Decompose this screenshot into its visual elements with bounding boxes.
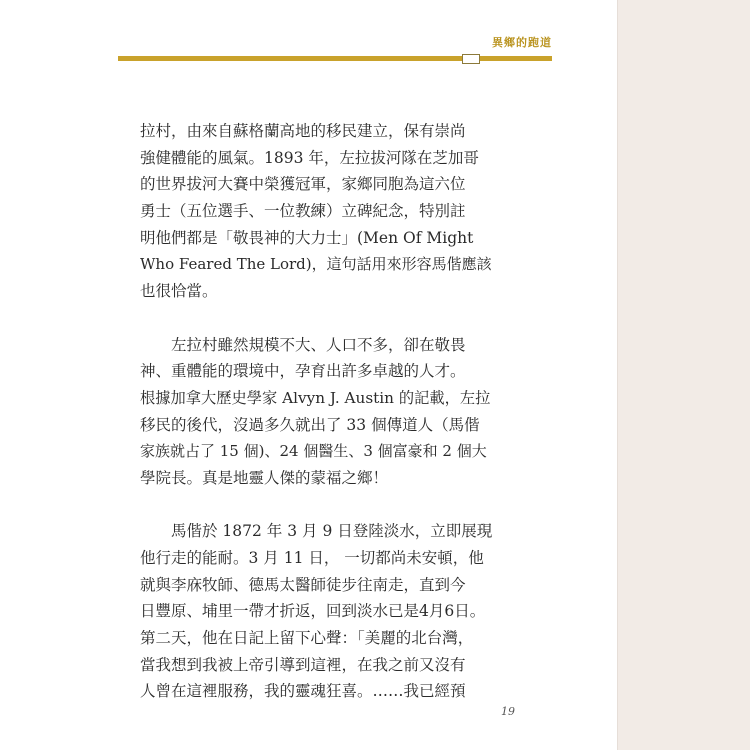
page-number: 19 xyxy=(501,705,515,718)
text-line: 的世界拔河大賽中榮獲冠軍，家鄉同胞為這六位 xyxy=(140,175,466,194)
header-rule xyxy=(118,56,552,61)
text-line: 明他們都是「敬畏神的大力士」(Men Of Might xyxy=(140,228,474,247)
page-edge-strip xyxy=(617,0,750,750)
text-line: 日豐原、埔里一帶才折返，回到淡水已是4月6日。 xyxy=(140,602,486,621)
text-line: 強健體能的風氣。1893 年，左拉拔河隊在芝加哥 xyxy=(140,148,479,167)
text-line: 他行走的能耐。3 月 11 日， 一切都尚未安頓，他 xyxy=(140,549,484,567)
text-line: 也很恰當。 xyxy=(140,282,218,301)
text-line: 神、重體能的環境中，孕育出許多卓越的人才。 xyxy=(140,362,466,381)
text-line: 根據加拿大歷史學家 Alvyn J. Austin 的記載，左拉 xyxy=(140,388,491,407)
body-text xyxy=(140,118,492,705)
text-line: 當我想到我被上帝引導到這裡，在我之前又沒有 xyxy=(140,655,466,674)
text-line: 家族就占了 15 個)、24 個醫生、3 個富豪和 2 個大 xyxy=(140,442,487,461)
paragraph-1 xyxy=(140,118,492,305)
text-line: 就與李庥牧師、德馬太醫師徒步往南走，直到今 xyxy=(140,575,466,594)
text-line: 勇士（五位選手、一位教練）立碑紀念，特別註 xyxy=(140,202,466,221)
text-line: 左拉村雖然規模不大、人口不多，卻在敬畏 xyxy=(140,335,466,354)
text-line: 馬偕於 1872 年 3 月 9 日登陸淡水，立即展現 xyxy=(140,522,493,541)
text-line: 移民的後代，沒過多久就出了 33 個傳道人（馬偕 xyxy=(140,415,480,434)
header-tab-mark xyxy=(462,54,480,64)
text-line: 第二天，他在日記上留下心聲：「美麗的北台灣， xyxy=(140,629,474,648)
text-line: 學院長。真是地靈人傑的蒙福之鄉！ xyxy=(140,468,389,487)
text-line: Who Feared The Lord)，這句話用來形容馬偕應該 xyxy=(140,255,492,274)
paragraph-3 xyxy=(140,518,492,705)
paragraph-2 xyxy=(140,332,492,492)
running-title: 異鄉的跑道 xyxy=(492,36,552,49)
text-line: 人曾在這裡服務，我的靈魂狂喜。……我已經預 xyxy=(140,682,466,701)
text-line: 拉村，由來自蘇格蘭高地的移民建立，保有崇尚 xyxy=(140,122,466,140)
